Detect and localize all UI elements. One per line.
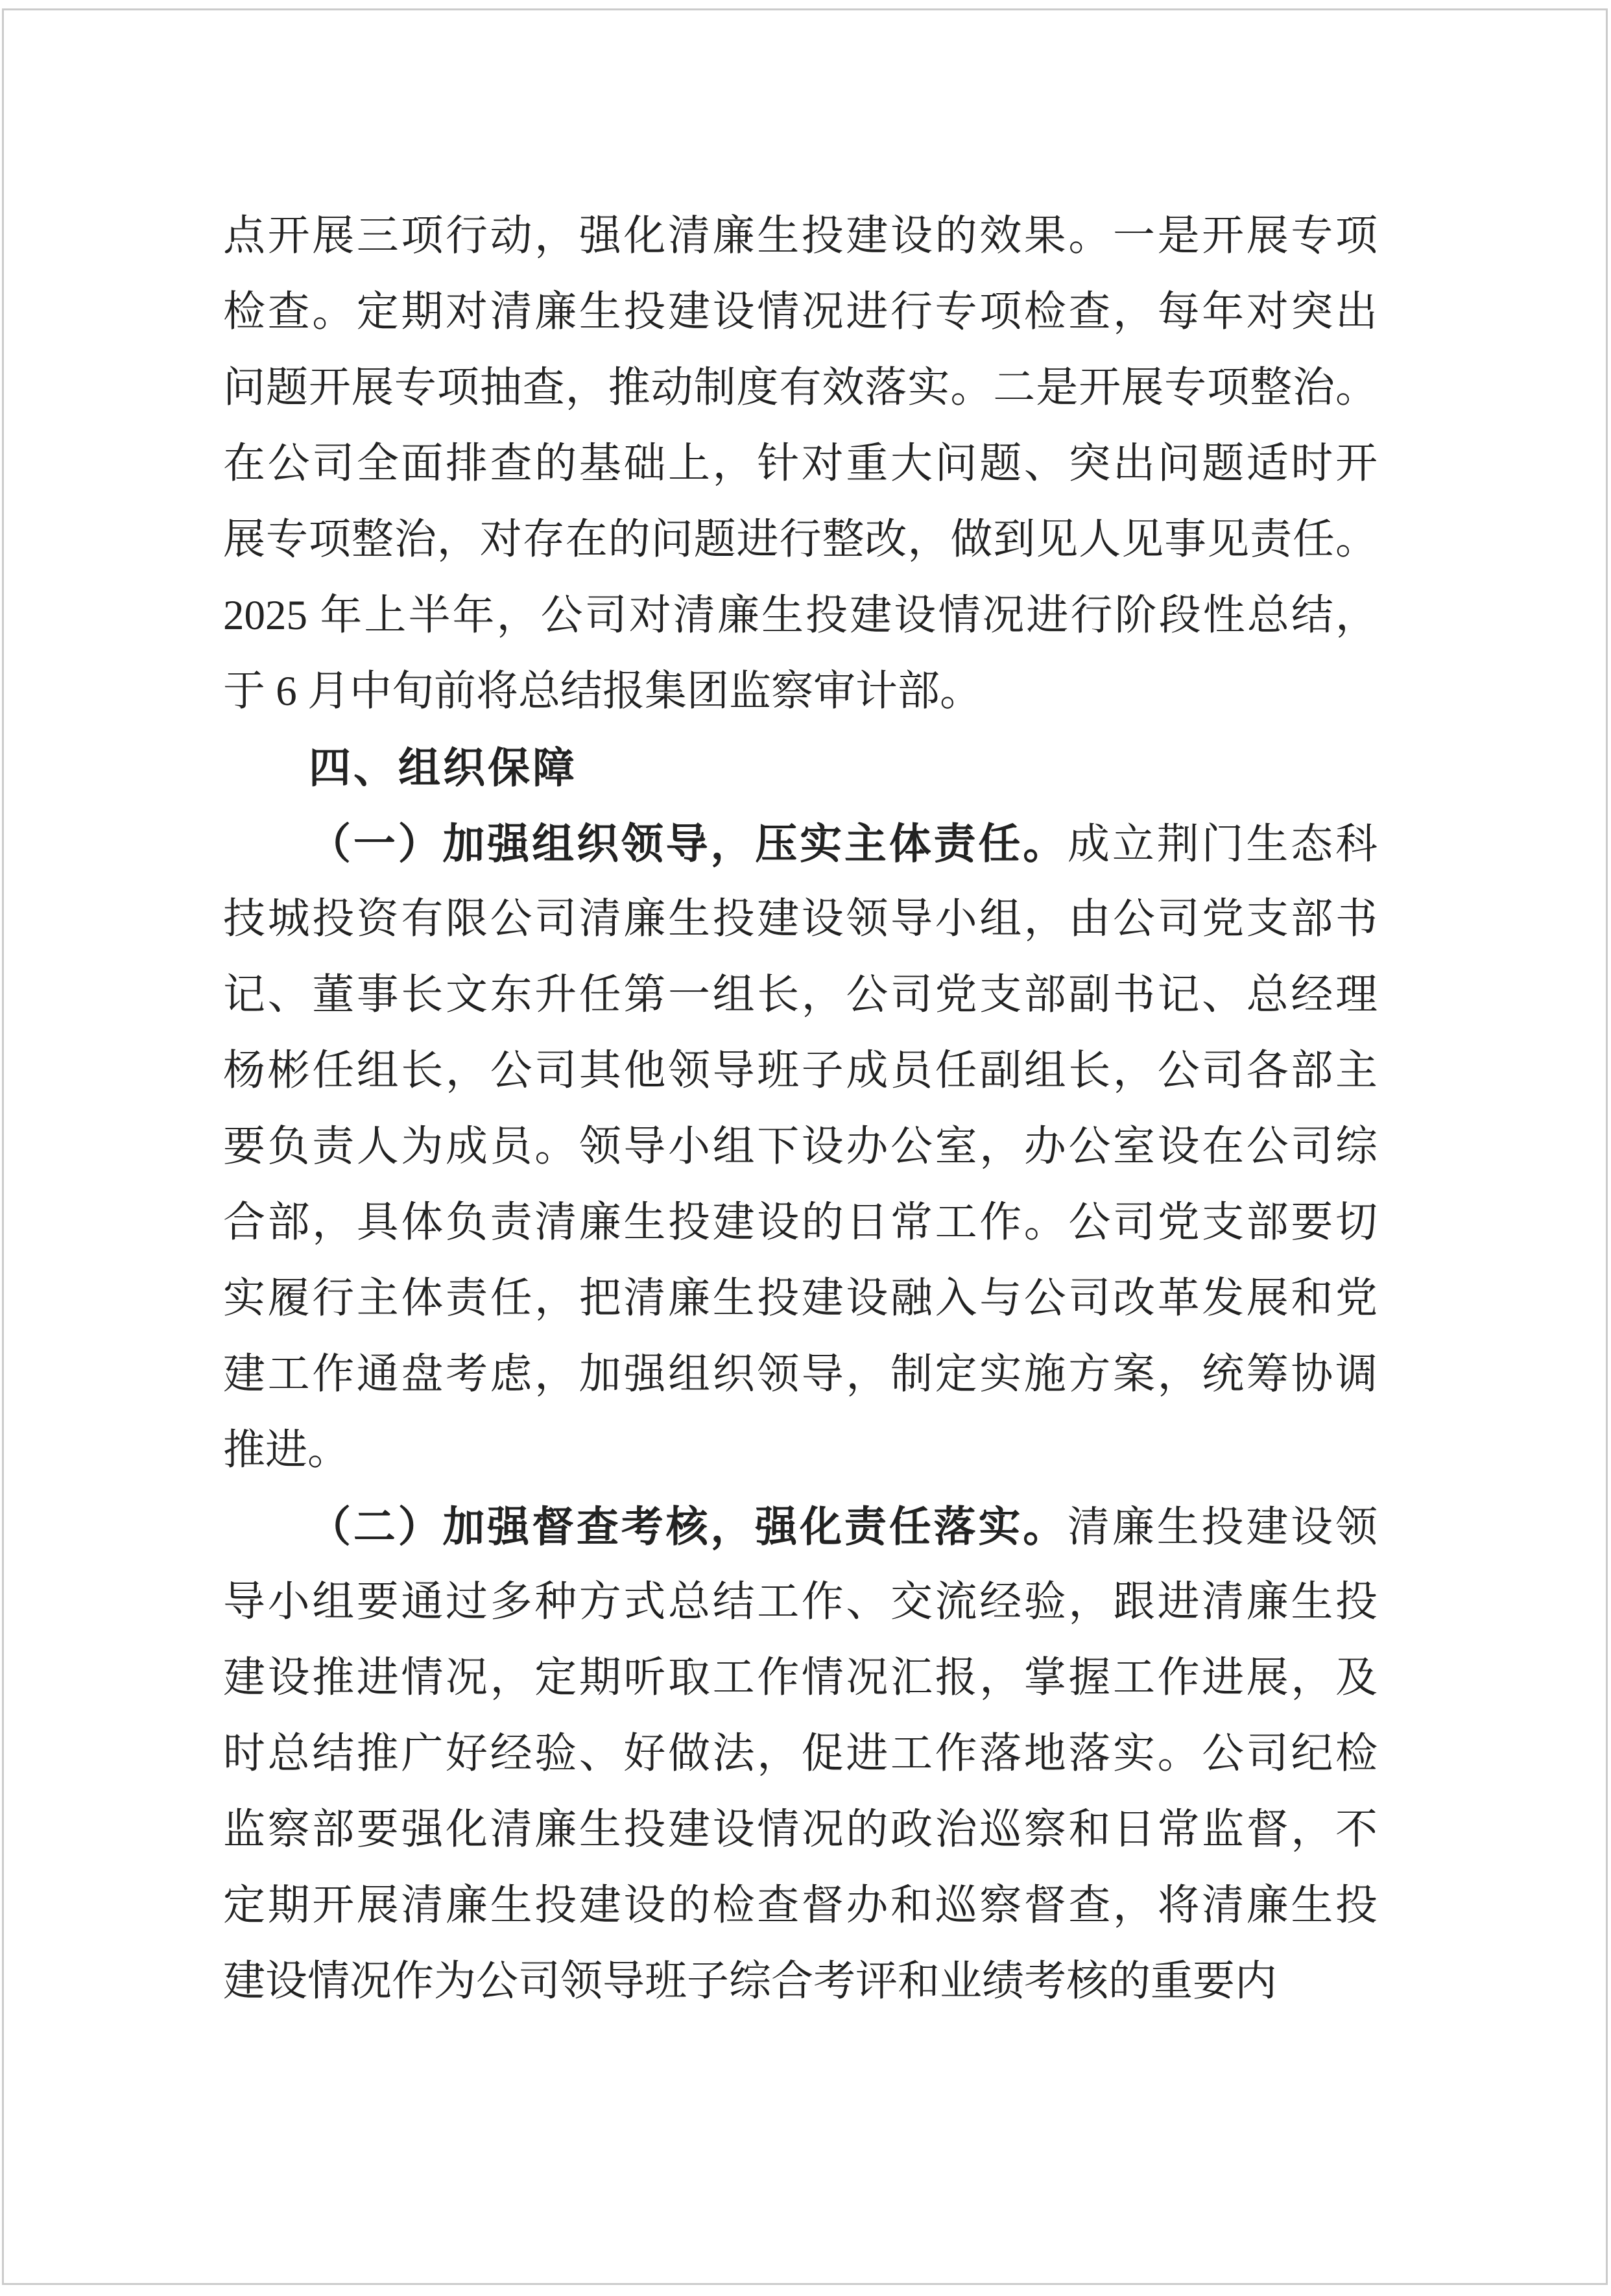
bold-lead: （二）加强督查考核，强化责任落实。 (309, 1503, 1068, 1550)
text-line: 2025 年上半年，公司对清廉生投建设情况进行阶段性总结， (223, 592, 1378, 639)
line-text: 成立荆门生态科 (1068, 821, 1378, 868)
text-line: 建设情况作为公司领导班子综合考评和业绩考核的重要内 (223, 1958, 1278, 2005)
text-line: 监察部要强化清廉生投建设情况的政治巡察和日常监督，不 (223, 1806, 1378, 1853)
line-text: 清廉生投建设领 (1068, 1504, 1378, 1551)
text-line: 实履行主体责任，把清廉生投建设融入与公司改革发展和党 (223, 1275, 1378, 1322)
text-line: 展专项整治，对存在的问题进行整改，做到见人见事见责任。 (223, 516, 1378, 563)
text-line: 检查。定期对清廉生投建设情况进行专项检查，每年对突出 (223, 289, 1378, 335)
text-line: 杨彬任组长，公司其他领导班子成员任副组长，公司各部主 (223, 1047, 1378, 1094)
text-line: 导小组要通过多种方式总结工作、交流经验，跟进清廉生投 (223, 1579, 1378, 1625)
text-line: 技城投资有限公司清廉生投建设领导小组，由公司党支部书 (223, 896, 1378, 942)
document-text-block (223, 198, 1378, 2020)
text-line: 问题开展专项抽查，推动制度有效落实。二是开展专项整治。 (223, 365, 1378, 411)
text-line (223, 1489, 1378, 1564)
text-line: 建工作通盘考虑，加强组织领导，制定实施方案，统筹协调 (223, 1351, 1378, 1398)
text-line: 推进。 (223, 1427, 350, 1474)
text-line: 合部，具体负责清廉生投建设的日常工作。公司党支部要切 (223, 1199, 1378, 1246)
text-line (223, 806, 1378, 881)
text-line: 于 6 月中旬前将总结报集团监察审计部。 (223, 668, 983, 715)
text-line: 点开展三项行动，强化清廉生投建设的效果。一是开展专项 (223, 213, 1378, 259)
text-line: 在公司全面排查的基础上，针对重大问题、突出问题适时开 (223, 440, 1378, 487)
bold-lead: （一）加强组织领导，压实主体责任。 (309, 820, 1068, 867)
text-line: 时总结推广好经验、好做法，促进工作落地落实。公司纪检 (223, 1730, 1378, 1777)
text-line: 要负责人为成员。领导小组下设办公室，办公室设在公司综 (223, 1123, 1378, 1170)
text-line: 定期开展清廉生投建设的检查督办和巡察督查，将清廉生投 (223, 1882, 1378, 1929)
section-heading: 四、组织保障 (309, 744, 578, 791)
text-line: 记、董事长文东升任第一组长，公司党支部副书记、总经理 (223, 972, 1378, 1018)
text-line: 建设推进情况，定期听取工作情况汇报，掌握工作进展，及 (223, 1655, 1378, 1701)
